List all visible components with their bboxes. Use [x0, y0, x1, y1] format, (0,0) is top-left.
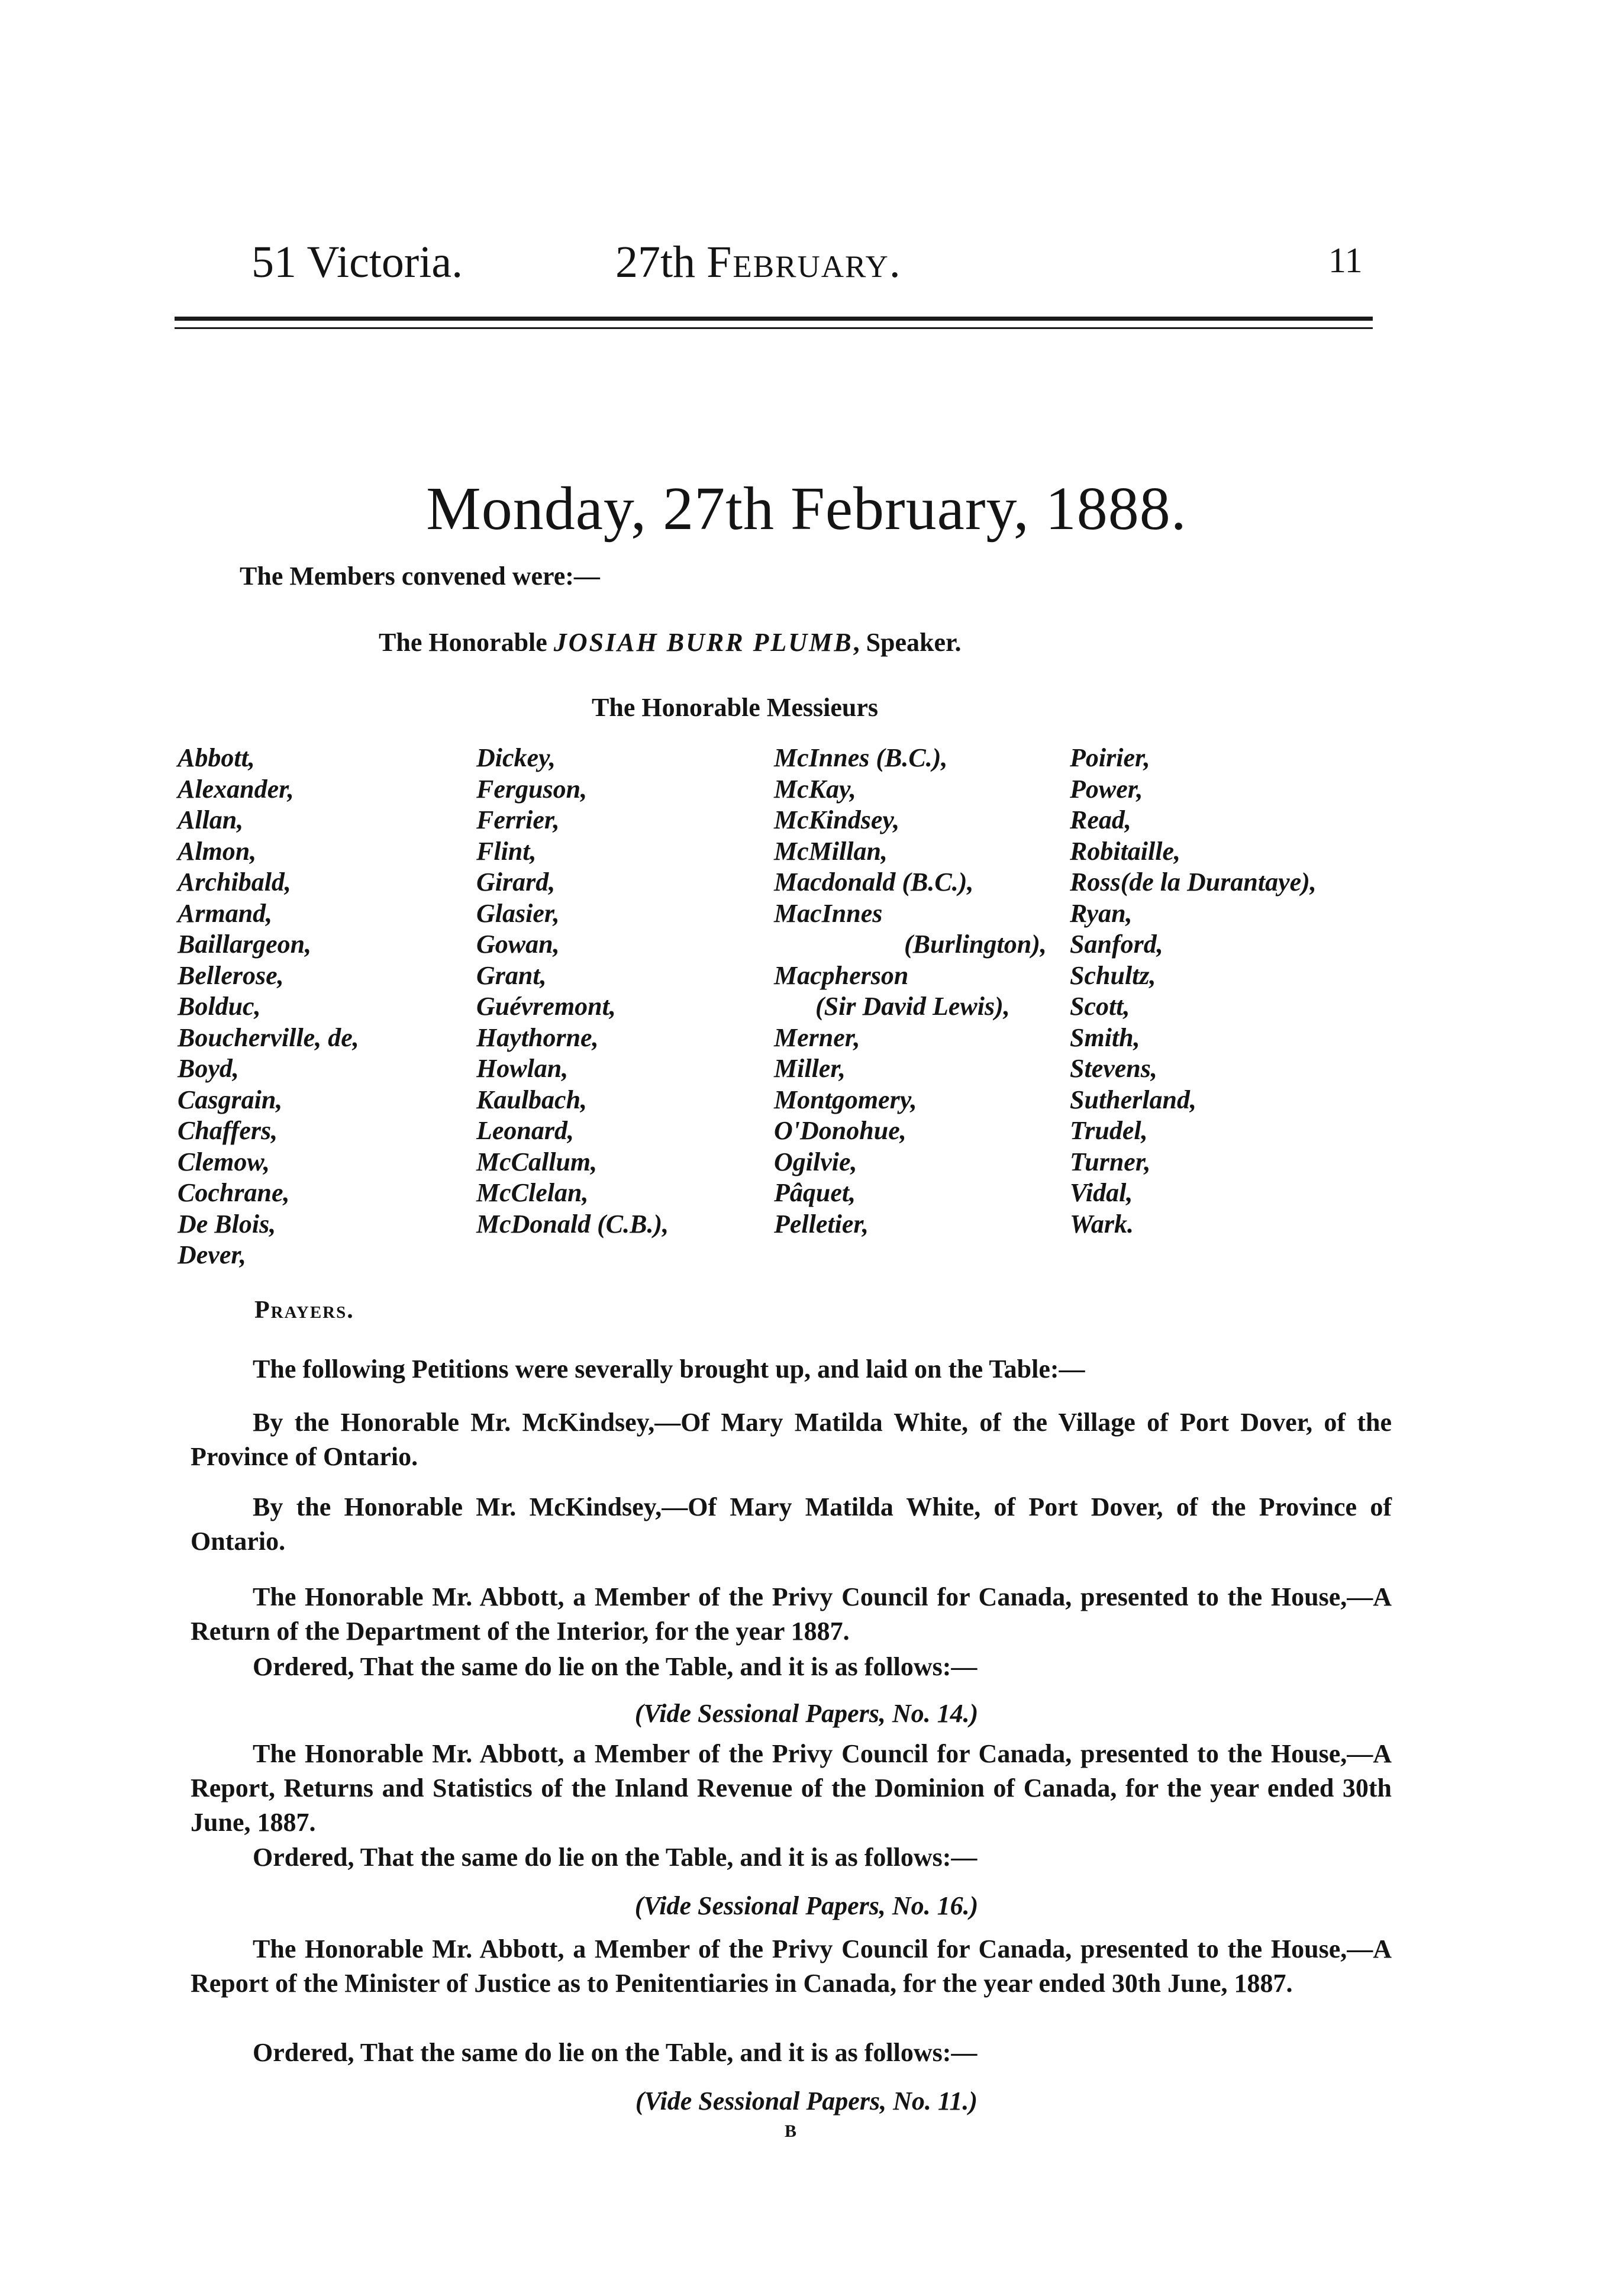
- header-month: February.: [707, 237, 902, 287]
- members-column-2: [476, 743, 669, 1240]
- vide-reference: (Vide Sessional Papers, No. 16.): [634, 1891, 979, 1920]
- member-name: Archibald,: [178, 868, 291, 897]
- member-name: MacInnes: [774, 898, 883, 928]
- member-name: Dickey,: [476, 743, 556, 772]
- member-name: Robitaille,: [1070, 836, 1180, 866]
- member-name: Schultz,: [1070, 960, 1156, 990]
- members-intro: The Members convened were:—: [240, 562, 600, 591]
- member-name: Howlan,: [476, 1054, 569, 1083]
- member-name: Sutherland,: [1070, 1085, 1196, 1114]
- member-name: McKindsey,: [774, 805, 900, 834]
- member-name: Pâquet,: [774, 1178, 856, 1207]
- member-name: Turner,: [1070, 1147, 1151, 1176]
- member-name: Cochrane,: [178, 1178, 290, 1207]
- petition-paragraph: By the Honorable Mr. McKindsey,—Of Mary Matilda White, of Port Dover, of the Province of Ontario.: [191, 1492, 1392, 1556]
- page-number: 11: [1328, 241, 1363, 280]
- header-day: 27th: [615, 237, 707, 287]
- header-rule-thin: [175, 327, 1373, 329]
- member-name: Vidal,: [1070, 1178, 1133, 1207]
- members-column-4: [1070, 743, 1317, 1240]
- member-name: De Blois,: [178, 1209, 276, 1239]
- member-name: Gowan,: [476, 930, 560, 959]
- member-name-continuation: (Burlington),: [904, 930, 1047, 959]
- member-name: McMillan,: [774, 836, 888, 866]
- ordered-line: Ordered, That the same do lie on the Table, and it is as follows:—: [253, 1843, 978, 1872]
- speaker-line: [379, 627, 962, 657]
- return-paragraph: The Honorable Mr. Abbott, a Member of the Privy Council for Canada, presented to the House,—A Return of the Department of the Interior, for the year 1887.: [191, 1582, 1392, 1646]
- member-name: Montgomery,: [774, 1085, 917, 1114]
- member-name: Sanford,: [1070, 930, 1163, 959]
- member-name: Abbott,: [178, 743, 255, 772]
- header-rule-thick: [175, 317, 1373, 321]
- member-name: Chaffers,: [178, 1116, 278, 1145]
- page-title: Monday, 27th February, 1888.: [426, 475, 1187, 543]
- member-name: McInnes (B.C.),: [774, 743, 948, 772]
- member-name: Stevens,: [1070, 1054, 1157, 1083]
- member-name: Haythorne,: [476, 1023, 599, 1052]
- petition-paragraph: By the Honorable Mr. McKindsey,—Of Mary Matilda White, of the Village of Port Dover, of the Province of Ontario.: [191, 1408, 1392, 1471]
- member-name: Scott,: [1070, 992, 1130, 1021]
- member-name: Smith,: [1070, 1023, 1140, 1052]
- member-name: O'Donohue,: [774, 1116, 906, 1145]
- member-name: McClelan,: [476, 1178, 589, 1207]
- member-name: Macdonald (B.C.),: [774, 868, 974, 897]
- member-name: Ross(de la Durantaye),: [1070, 868, 1317, 897]
- member-name: Guévremont,: [476, 992, 616, 1021]
- prayers-heading: Prayers.: [254, 1297, 354, 1324]
- member-name: Trudel,: [1070, 1116, 1148, 1145]
- speaker-prefix: The Honorable: [379, 628, 554, 657]
- member-name: Boyd,: [178, 1054, 239, 1083]
- member-name: Read,: [1070, 805, 1131, 834]
- member-name: Kaulbach,: [476, 1085, 588, 1114]
- member-name-continuation: (Sir David Lewis),: [815, 992, 1010, 1021]
- member-name: Girard,: [476, 868, 556, 897]
- member-name: Flint,: [476, 836, 537, 866]
- member-name: Pelletier,: [774, 1209, 869, 1239]
- messieurs-heading: The Honorable Messieurs: [592, 693, 878, 722]
- ordered-line: Ordered, That the same do lie on the Table, and it is as follows:—: [253, 1652, 978, 1681]
- vide-reference: (Vide Sessional Papers, No. 11.): [635, 2087, 978, 2116]
- ordered-line: Ordered, That the same do lie on the Table, and it is as follows:—: [253, 2038, 978, 2067]
- member-name: Ferguson,: [476, 774, 588, 804]
- petitions-intro: The following Petitions were severally brought up, and laid on the Table:—: [253, 1355, 1085, 1384]
- member-name: Bolduc,: [178, 992, 261, 1021]
- member-name: Glasier,: [476, 898, 560, 928]
- member-name: Power,: [1070, 774, 1143, 804]
- member-name: Grant,: [476, 960, 547, 990]
- member-name: McCallum,: [476, 1147, 598, 1176]
- member-name: Alexander,: [178, 774, 294, 804]
- member-name: Almon,: [178, 836, 257, 866]
- member-name: Macpherson: [774, 960, 909, 990]
- member-name: Leonard,: [476, 1116, 574, 1145]
- member-name: Ferrier,: [476, 805, 560, 834]
- signature-mark: B: [785, 2121, 797, 2141]
- member-name: Miller,: [774, 1054, 846, 1083]
- member-name: Boucherville, de,: [178, 1023, 359, 1052]
- member-name: Wark.: [1070, 1209, 1134, 1239]
- member-name: McKay,: [774, 774, 856, 804]
- session-label: 51 Victoria.: [251, 237, 463, 287]
- member-name: McDonald (C.B.),: [476, 1209, 669, 1239]
- member-name: Clemow,: [178, 1147, 270, 1176]
- members-column-3: [774, 743, 1047, 1240]
- member-name: Ryan,: [1070, 898, 1133, 928]
- member-name: Casgrain,: [178, 1085, 283, 1114]
- member-name: Bellerose,: [178, 960, 284, 990]
- members-column-1: [178, 743, 359, 1271]
- member-name: Armand,: [178, 898, 273, 928]
- return-paragraph: The Honorable Mr. Abbott, a Member of the Privy Council for Canada, presented to the House,—A Report of the Minister of Justice as to Penitentiaries in Canada, for the year ended 30th June, 1887.: [191, 1934, 1392, 1998]
- vide-reference: (Vide Sessional Papers, No. 14.): [634, 1699, 979, 1728]
- member-name: Dever,: [178, 1240, 247, 1269]
- member-name: Baillargeon,: [178, 930, 312, 959]
- speaker-name: JOSIAH BURR PLUMB: [553, 628, 853, 657]
- member-name: Poirier,: [1070, 743, 1150, 772]
- speaker-suffix: , Speaker.: [853, 628, 962, 657]
- member-name: Ogilvie,: [774, 1147, 857, 1176]
- member-name: Merner,: [774, 1023, 860, 1052]
- running-head: [0, 237, 1613, 290]
- return-paragraph: The Honorable Mr. Abbott, a Member of the Privy Council for Canada, presented to the House,—A Report, Returns and Statistics of the Inland Revenue of the Dominion of Canada, for the year ended 30th June, 1887.: [191, 1739, 1392, 1837]
- member-name: Allan,: [178, 805, 244, 834]
- header-date: [615, 237, 902, 288]
